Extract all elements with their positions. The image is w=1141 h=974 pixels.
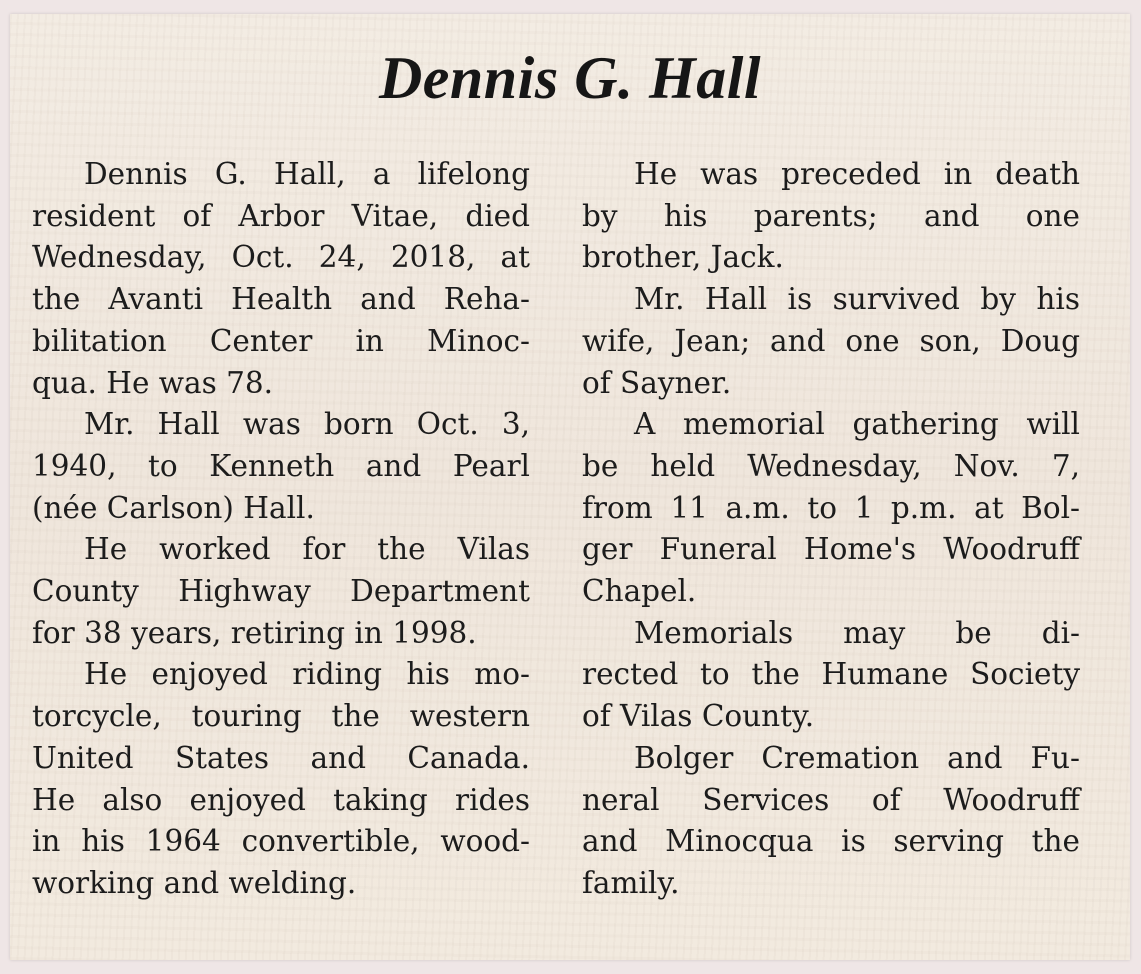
paragraph [582, 738, 1080, 905]
text-line: Memorials may be di- [634, 615, 1080, 650]
text-line: bilitation Center in Minoc- [32, 323, 530, 358]
text-line: brother, Jack. [582, 240, 784, 275]
left-column [32, 154, 530, 905]
text-line: of Vilas County. [582, 699, 815, 734]
paragraph [582, 154, 1080, 279]
text-line: qua. He was 78. [32, 365, 274, 400]
text-line: He enjoyed riding his mo- [84, 657, 530, 692]
text-line: by his parents; and one [582, 198, 1080, 233]
text-line: in his 1964 convertible, wood- [32, 824, 530, 859]
text-line: Bolger Cremation and Fu- [634, 740, 1080, 775]
text-line: resident of Arbor Vitae, died [32, 198, 530, 233]
text-line: family. [582, 865, 680, 900]
paragraph [32, 404, 530, 529]
text-line: Mr. Hall was born Oct. 3, [84, 407, 530, 442]
text-line: Chapel. [582, 574, 697, 609]
text-line: the Avanti Health and Reha- [32, 282, 530, 317]
text-line: (née Carlson) Hall. [32, 490, 315, 525]
text-line: A memorial gathering will [634, 407, 1080, 442]
text-line: torcycle, touring the western [32, 699, 530, 734]
text-line: He also enjoyed taking rides [32, 782, 530, 817]
paragraph [32, 654, 530, 904]
text-line: United States and Canada. [32, 740, 530, 775]
text-line: be held Wednesday, Nov. 7, [582, 448, 1080, 483]
text-line: rected to the Humane Society [582, 657, 1080, 692]
obituary-title: Dennis G. Hall [378, 45, 762, 111]
text-line: 1940, to Kenneth and Pearl [32, 448, 530, 483]
text-line: Wednesday, Oct. 24, 2018, at [32, 240, 530, 275]
text-line: He worked for the Vilas [84, 532, 530, 567]
paragraph [582, 279, 1080, 404]
text-line: Mr. Hall is survived by his [634, 282, 1080, 317]
newspaper-clipping [10, 14, 1130, 960]
right-column [582, 154, 1080, 905]
text-line: for 38 years, retiring in 1998. [32, 615, 477, 650]
paragraph [582, 404, 1080, 613]
text-line: ger Funeral Home's Woodruff [582, 532, 1080, 567]
text-line: of Sayner. [582, 365, 732, 400]
text-line: County Highway Department [32, 574, 530, 609]
text-line: neral Services of Woodruff [582, 782, 1080, 817]
paragraph [32, 154, 530, 404]
text-line: He was preceded in death [634, 157, 1080, 191]
paragraph [32, 529, 530, 654]
text-line: working and welding. [32, 865, 357, 900]
text-line: wife, Jean; and one son, Doug [582, 323, 1080, 358]
text-line: from 11 a.m. to 1 p.m. at Bol- [582, 490, 1080, 525]
text-line: and Minocqua is serving the [582, 824, 1080, 859]
text-line: Dennis G. Hall, a lifelong [84, 157, 530, 191]
paragraph [582, 613, 1080, 738]
